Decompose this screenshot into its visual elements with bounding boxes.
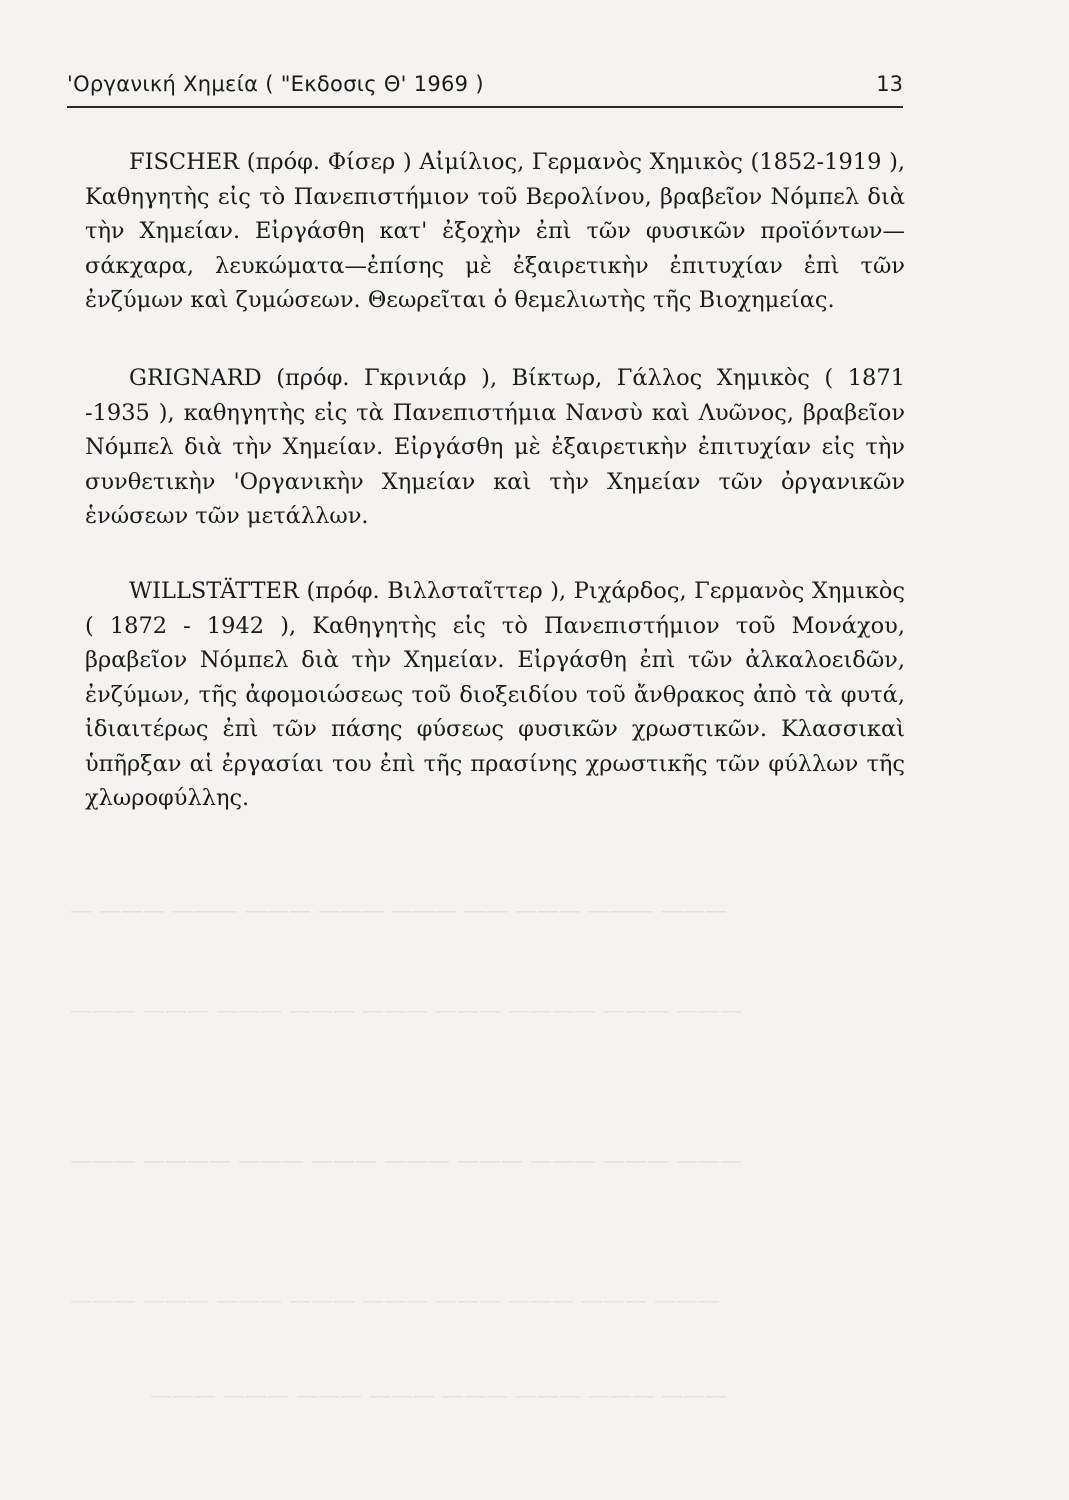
page-header (67, 66, 903, 108)
running-title: 'Οργανική Χημεία ( "Εκδοσις Θ' 1969 ) (67, 72, 484, 96)
chemist-name: FISCHER (129, 149, 240, 175)
show-through-texture: ——— ——— ——— ——— ——— ——— ——— ——— (150, 1385, 727, 1410)
entry-text: (πρόφ. Βιλλσταῖττερ ), Ριχάρδος, Γερμανὸς Χημικὸς ( 1872 - 1942 ), Καθηγητὴς εἰς τὸ Πανεπιστήμιον τοῦ Μονάχου, βραβεῖον Νόμπελ διὰ τὴν Χημείαν. Εἰργάσθη ἐπὶ τῶν ἀλκαλοειδῶν, ἐνζύμων, τῆς ἀφομοιώσεως τοῦ διοξειδίου τοῦ ἄνθρακος ἀπὸ τὰ φυτά, ἰδιαιτέρως ἐπὶ τῶν πάσης φύσεως φυσικῶν χρωστικῶν. Κλασσικαὶ ὑπῆρξαν αἱ ἐργασίαι του ἐπὶ τῆς πρασίνης χρωστικῆς τῶν φύλλων τῆς χλωροφύλλης. (85, 578, 905, 811)
show-through-texture: ——— ——— ——— ——— ——— ——— ———— ——— ——— (70, 1000, 742, 1025)
biography-entry-fischer (85, 145, 905, 318)
entry-text: (πρόφ. Γκρινιάρ ), Βίκτωρ, Γάλλος Χημικὸς ( 1871 -1935 ), καθηγητὴς εἰς τὰ Πανεπιστήμια Νανσὺ καὶ Λυῶνος, βραβεῖον Νόμπελ διὰ τὴν Χημείαν. Εἰργάσθη μὲ ἐξαιρετικὴν ἐπιτυχίαν εἰς τὴν συνθετικὴν 'Οργανικὴν Χημείαν καὶ τὴν Χημείαν τῶν ὀργανικῶν ἑνώσεων τῶν μετάλλων. (85, 365, 905, 529)
chemist-name: GRIGNARD (129, 365, 262, 391)
biography-entry-willstatter (85, 574, 905, 816)
entry-text: (πρόφ. Φίσερ ) Αἰμίλιος, Γερμανὸς Χημικὸς (1852-1919 ), Καθηγητὴς εἰς τὸ Πανεπιστήμιον τοῦ Βερολίνου, βραβεῖον Νόμπελ διὰ τὴν Χημείαν. Εἰργάσθη κατ' ἐξοχὴν ἐπὶ τῶν φυσικῶν προϊόντων—σάκχαρα, λευκώματα—ἐπίσης μὲ ἐξαιρετικὴν ἐπιτυχίαν ἐπὶ τῶν ἐνζύμων καὶ ζυμώσεων. Θεωρεῖται ὁ θεμελιωτὴς τῆς Βιοχημείας. (85, 149, 905, 313)
show-through-texture: ——— ———— ——— ——— ——— ——— ——— ——— ——— (70, 1150, 742, 1175)
show-through-texture: ——— ——— ——— ——— ——— ——— ——— ——— ——— (70, 1290, 720, 1315)
page-number: 13 (876, 72, 903, 96)
chemist-name: WILLSTÄTTER (129, 578, 299, 604)
show-through-texture: — ——— ——— ——— ——— ——— —— ——— ——— ——— (70, 900, 727, 925)
biography-entry-grignard (85, 361, 905, 534)
